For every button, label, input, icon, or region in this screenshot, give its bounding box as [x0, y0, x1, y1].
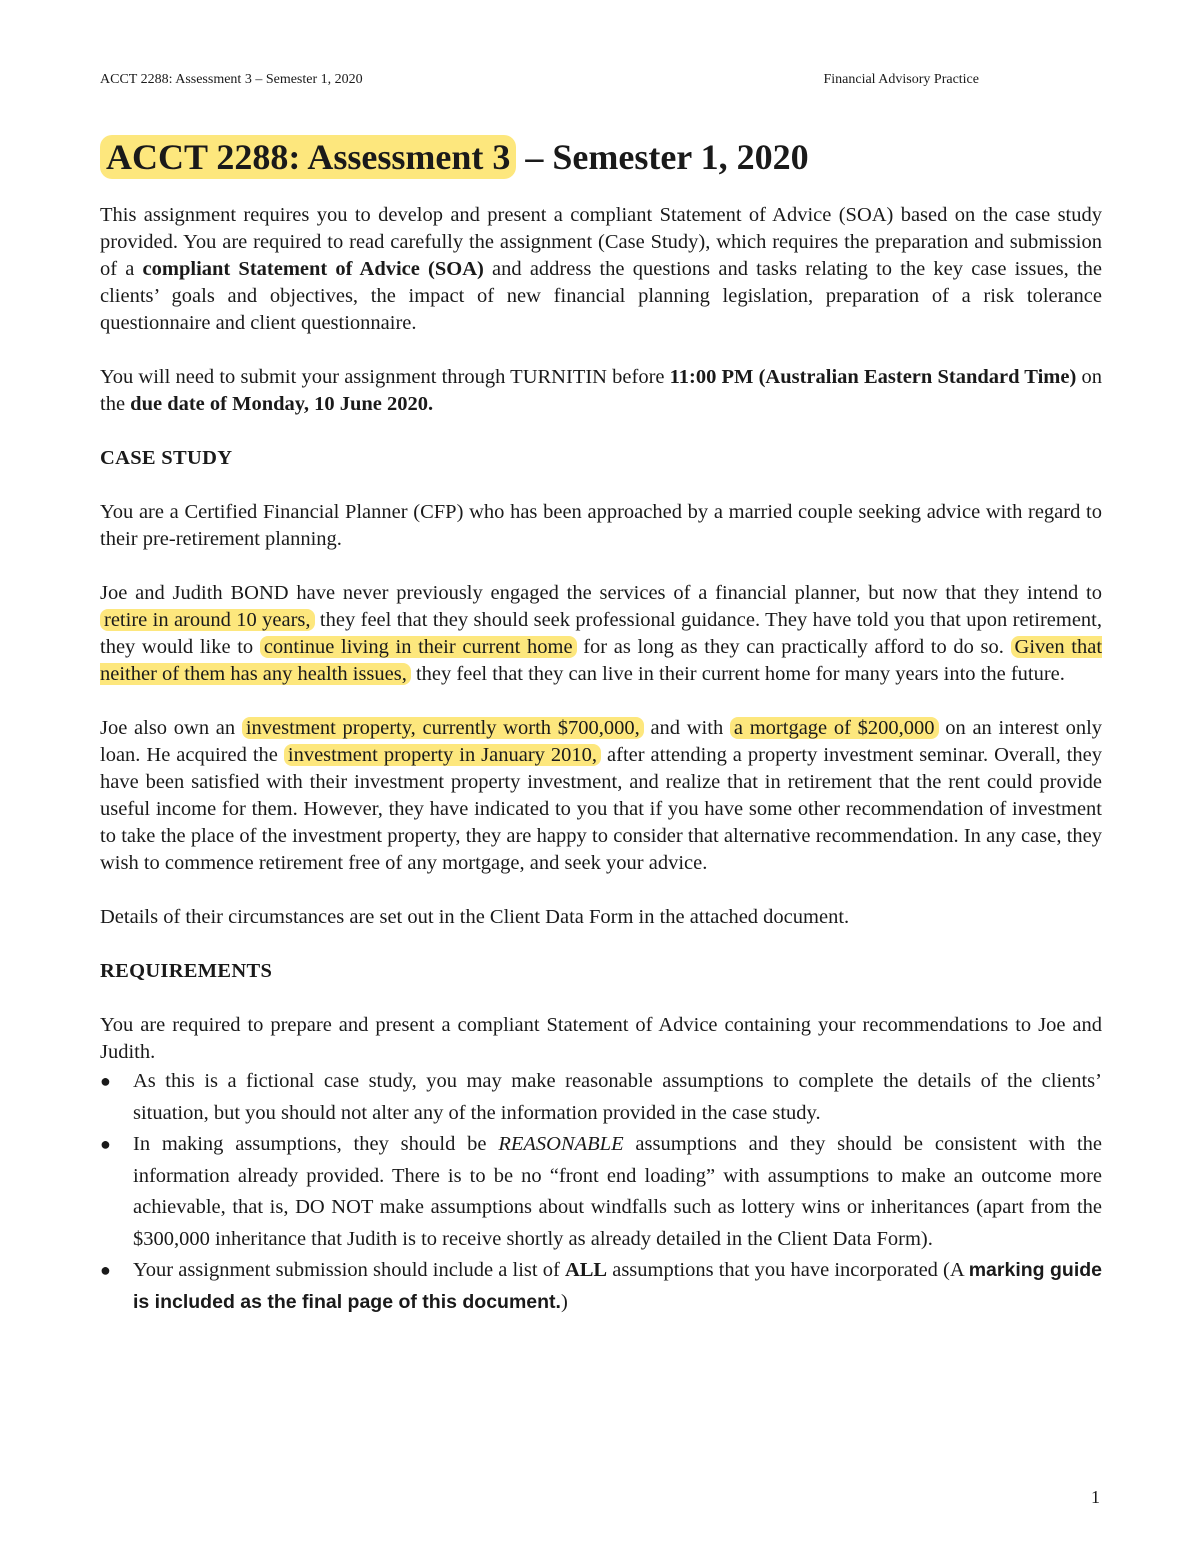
- submit-text-2: on the: [100, 366, 1102, 415]
- bullet-icon: ●: [100, 1134, 111, 1154]
- cs2-text-2: they feel that they should seek professional guidance. They have told you that upon retirement, they would like to: [100, 609, 1102, 658]
- case-study-paragraph-3: [100, 715, 1102, 877]
- cs2-text-1: Joe and Judith BOND have never previously engaged the services of a financial planner, but now that they intend to: [100, 582, 1102, 604]
- list-item: [100, 1129, 1102, 1255]
- highlight-current-home: continue living in their current home: [260, 636, 577, 658]
- running-header-left: ACCT 2288: Assessment 3 – Semester 1, 2020: [100, 72, 363, 87]
- bullet-2-text-2: assumptions and they should be consistent with the information already provided. There is to be no “front end loading” with assumptions to make an outcome more achievable, that is, DO NOT make assumptions about windfalls such as lottery wins or inheritances (apart from the $300,000 inheritance that Judith is to receive shortly as already detailed in the Client Data Form).: [133, 1133, 1102, 1250]
- cs3-text-3: on an interest only loan. He acquired the: [100, 717, 1103, 766]
- highlight-property-worth: investment property, currently worth $700,000,: [242, 717, 644, 739]
- cs3-text-1: Joe also own an: [100, 717, 242, 739]
- marking-guide-note: marking guide is included as the final page of this document.: [133, 1259, 1102, 1313]
- highlight-mortgage: a mortgage of $200,000: [730, 717, 939, 739]
- case-study-paragraph-4: Details of their circumstances are set out in the Client Data Form in the attached document.: [100, 906, 850, 928]
- intro-text-1: This assignment requires you to develop and present a compliant Statement of Advice (SOA) based on the case study provided. You are required to read carefully the assignment (Case Study), which requires the preparation and submission of a: [100, 204, 1102, 280]
- bullet-icon: ●: [100, 1260, 111, 1280]
- list-item: [100, 1066, 1102, 1129]
- submit-due-date: due date of Monday, 10 June 2020.: [130, 393, 434, 415]
- title-rest: – Semester 1, 2020: [516, 137, 809, 177]
- bullet-2-text-1: In making assumptions, they should be: [133, 1133, 499, 1155]
- submission-paragraph: [100, 364, 1102, 418]
- list-item: [100, 1255, 1102, 1318]
- bullet-3-bold-all: ALL: [564, 1259, 608, 1281]
- running-header-right: Financial Advisory Practice: [823, 72, 979, 87]
- requirements-intro: You are required to prepare and present a compliant Statement of Advice containing your recommendations to Joe and Judith.: [100, 1014, 1102, 1063]
- submit-text-1: You will need to submit your assignment through TURNITIN before: [100, 366, 670, 388]
- cs3-text-4: after attending a property investment seminar. Overall, they have been satisfied with their investment property investment, and realize that in retirement that the rent could provide useful income for them. However, they have indicated to you that if you have some other recommendation of investment to take the place of the investment property, they are happy to consider that alternative recommendation. In any case, they wish to commence retirement free of any mortgage, and seek your advice.: [100, 744, 1102, 874]
- case-study-paragraph-2: [100, 580, 1102, 688]
- highlight-acquired: investment property in January 2010,: [284, 744, 601, 766]
- page-number: 1: [1091, 1487, 1100, 1507]
- requirements-heading: REQUIREMENTS: [100, 960, 273, 982]
- bullet-3-text-1: Your assignment submission should include a list of: [133, 1259, 565, 1281]
- case-study-paragraph-1: You are a Certified Financial Planner (CFP) who has been approached by a married couple seeking advice with regard to their pre-retirement planning.: [100, 501, 1102, 550]
- intro-paragraph: [100, 202, 1102, 337]
- document-body: [100, 202, 1102, 1318]
- bullet-3-text-2: assumptions that you have incorporated (A: [607, 1259, 969, 1281]
- bullet-3-text-3: ): [560, 1290, 568, 1313]
- submit-time: 11:00 PM (Australian Eastern Standard Time): [669, 366, 1077, 388]
- cs3-text-2: and with: [643, 717, 730, 739]
- cs2-text-4: they feel that they can live in their current home for many years into the future.: [410, 663, 1065, 685]
- highlight-retire: retire in around 10 years,: [100, 609, 315, 631]
- bullet-icon: ●: [100, 1071, 111, 1091]
- highlight-health: Given that neither of them has any health issues,: [100, 636, 1103, 685]
- requirements-list: [100, 1066, 1102, 1318]
- bullet-2-italic: REASONABLE: [498, 1133, 624, 1155]
- intro-bold-soa: compliant Statement of Advice (SOA): [142, 258, 484, 280]
- intro-text-2: and address the questions and tasks relating to the key case issues, the clients’ goals and objectives, the impact of new financial planning legislation, preparation of a risk tolerance questionnaire and client questionnaire.: [100, 258, 1102, 334]
- bullet-1-text: As this is a fictional case study, you may make reasonable assumptions to complete the details of the clients’ situation, but you should not alter any of the information provided in the case study.: [133, 1070, 1102, 1124]
- title-highlight: ACCT 2288: Assessment 3: [100, 135, 516, 179]
- document-title: [100, 133, 809, 181]
- cs2-text-3: for as long as they can practically afford to do so.: [576, 636, 1011, 658]
- case-study-heading: CASE STUDY: [100, 447, 233, 469]
